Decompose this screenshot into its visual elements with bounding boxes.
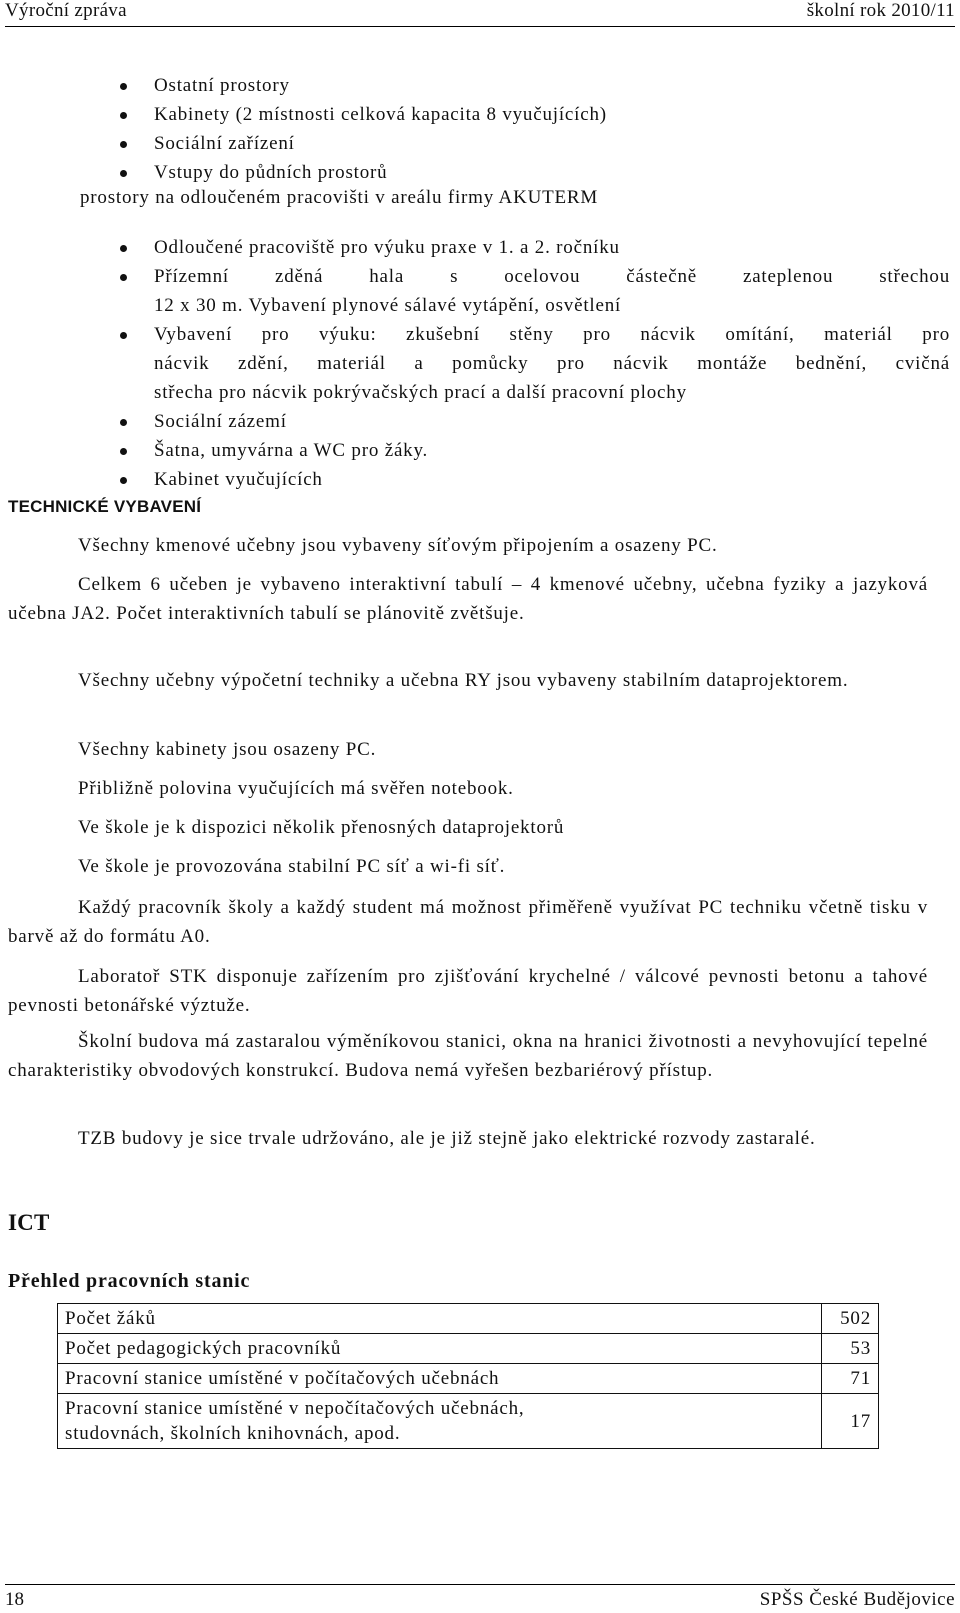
- table-cell-label: Počet žáků: [58, 1304, 822, 1334]
- page-header: [5, 0, 955, 27]
- bullet-icon: [120, 83, 127, 90]
- list-item: Ostatní prostory: [120, 71, 950, 100]
- paragraph: Přibližně polovina vyučujících má svěřen notebook.: [78, 778, 514, 799]
- paragraph: Všechny kmenové učebny jsou vybaveny síťovým připojením a osazeny PC.: [78, 535, 718, 556]
- table-cell-value: 17: [822, 1394, 879, 1449]
- page-footer: [5, 1584, 955, 1613]
- table-row: [58, 1394, 879, 1449]
- paragraph: Všechny učebny výpočetní techniky a učebna RY jsou vybaveny stabilním dataprojektorem.: [78, 670, 849, 691]
- premises-list: [120, 71, 950, 187]
- page-number: 18: [5, 1589, 24, 1610]
- list-item: Kabinet vyučujících: [120, 465, 950, 494]
- bullet-icon: [120, 170, 127, 177]
- workstations-heading: Přehled pracovních stanic: [8, 1270, 251, 1292]
- paragraph: Laboratoř STK disponuje zařízením pro zjišťování krychelné / válcové pevnosti betonu a tahové pevnosti betonářské výztuže.: [8, 966, 928, 1016]
- bullet-icon: [120, 477, 127, 484]
- table-row: [58, 1334, 879, 1364]
- list-item: Sociální zázemí: [120, 407, 950, 436]
- technical-equipment-heading: TECHNICKÉ VYBAVENÍ: [8, 497, 202, 516]
- paragraph: Každý pracovník školy a každý student má možnost přiměřeně využívat PC techniku včetně tisku v barvě až do formátu A0.: [8, 897, 928, 947]
- list-item: Přízemní zděná hala s ocelovou částečně zateplenou střechou 12 x 30 m. Vybavení plynové sálavé vytápění, osvětlení: [120, 262, 950, 320]
- table-row: [58, 1304, 879, 1334]
- header-title: Výroční zpráva: [5, 0, 127, 21]
- paragraph: Všechny kabinety jsou osazeny PC.: [78, 739, 377, 760]
- table-cell-label: Počet pedagogických pracovníků: [58, 1334, 822, 1364]
- table-row: [58, 1364, 879, 1394]
- table-cell-value: 53: [822, 1334, 879, 1364]
- table-cell-label: Pracovní stanice umístěné v počítačových učebnách: [58, 1364, 822, 1394]
- paragraph: Školní budova má zastaralou výměníkovou stanici, okna na hranici životnosti a nevyhovující tepelné charakteristiky obvodových konstrukcí. Budova nemá vyřešen bezbariérový přístup.: [8, 1031, 928, 1081]
- list-item: Odloučené pracoviště pro výuku praxe v 1. a 2. ročníku: [120, 233, 950, 262]
- bullet-icon: [120, 141, 127, 148]
- list-item: Vybavení pro výuku: zkušební stěny pro nácvik omítání, materiál pro nácvik zdění, materiál a pomůcky pro nácvik montáže bednění, cvičná střecha pro nácvik pokrývačských prací a další pracovní plochy: [120, 320, 950, 407]
- table-cell-label: Pracovní stanice umístěné v nepočítačových učebnách, studovnách, školních knihovnách, apod.: [58, 1394, 822, 1449]
- table-cell-value: 71: [822, 1364, 879, 1394]
- bullet-icon: [120, 448, 127, 455]
- list-item: Kabinety (2 místnosti celková kapacita 8 vyučujících): [120, 100, 950, 129]
- workstations-table: [57, 1303, 879, 1449]
- list-item: Sociální zařízení: [120, 129, 950, 158]
- detached-workplace-list: [120, 233, 950, 494]
- paragraph: Ve škole je k dispozici několik přenosných dataprojektorů: [78, 817, 565, 838]
- bullet-icon: [120, 245, 127, 252]
- paragraph: Celkem 6 učeben je vybaveno interaktivní tabulí – 4 kmenové učebny, učebna fyziky a jazyková učebna JA2. Počet interaktivních tabulí se plánovitě zvětšuje.: [8, 574, 928, 624]
- list-item: Šatna, umyvárna a WC pro žáky.: [120, 436, 950, 465]
- paragraph: Ve škole je provozována stabilní PC síť a wi-fi síť.: [78, 856, 506, 877]
- footer-school-name: SPŠS České Budějovice: [759, 1589, 955, 1610]
- header-school-year: školní rok 2010/11: [806, 0, 955, 21]
- paragraph: TZB budovy je sice trvale udržováno, ale je již stejně jako elektrické rozvody zastaralé.: [78, 1128, 816, 1149]
- detached-workplace-line: prostory na odloučeném pracovišti v areálu firmy AKUTERM: [80, 187, 599, 208]
- bullet-icon: [120, 419, 127, 426]
- bullet-icon: [120, 274, 127, 281]
- bullet-icon: [120, 332, 127, 339]
- ict-heading: ICT: [8, 1210, 50, 1235]
- bullet-icon: [120, 112, 127, 119]
- list-item: Vstupy do půdních prostorů: [120, 158, 950, 187]
- table-cell-value: 502: [822, 1304, 879, 1334]
